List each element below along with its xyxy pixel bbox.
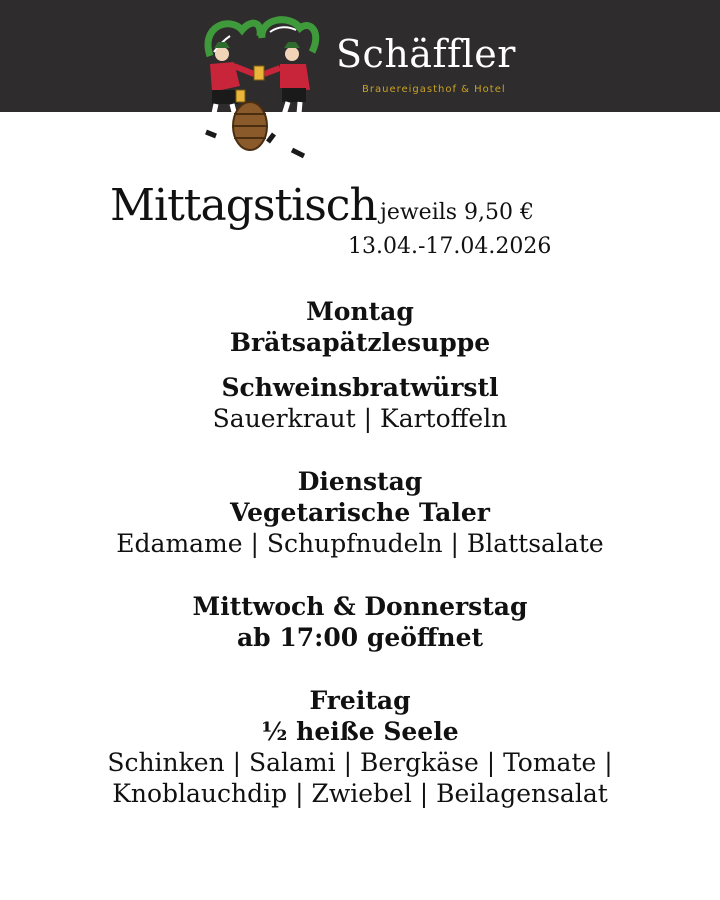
page-title: Mittagstisch xyxy=(110,180,377,231)
day-heading: Mittwoch & Donnerstag xyxy=(192,592,528,621)
brand-name: Schäffler xyxy=(336,32,516,76)
dish-name: Vegetarische Taler xyxy=(230,498,490,527)
dish-name: Brätsapätzlesuppe xyxy=(229,328,491,357)
dish-sides: Schinken | Salami | Bergkäse | Tomate | xyxy=(107,748,613,777)
dish-name: Schweinsbratwürstl xyxy=(221,373,499,402)
day-heading: Dienstag xyxy=(297,467,423,496)
dish-sides: Knoblauchdip | Zwiebel | Beilagensalat xyxy=(112,779,608,808)
dancing-coopers-logo-icon xyxy=(200,16,322,164)
dish-sides: Sauerkraut | Kartoffeln xyxy=(212,404,508,433)
dish-sides: Edamame | Schupfnudeln | Blattsalate xyxy=(116,529,604,558)
menu-section-midweek xyxy=(0,591,720,653)
lunch-menu xyxy=(0,296,720,809)
brand-subtitle: Brauereigasthof & Hotel xyxy=(362,84,506,95)
opening-note: ab 17:00 geöffnet xyxy=(236,623,484,652)
price-note: jeweils 9,50 € xyxy=(380,200,535,225)
dish-name: ½ heiße Seele xyxy=(261,717,459,746)
menu-section-monday xyxy=(0,296,720,434)
date-range: 13.04.-17.04.2026 xyxy=(348,234,552,259)
day-heading: Freitag xyxy=(309,686,411,715)
day-heading: Montag xyxy=(306,297,414,326)
menu-section-friday xyxy=(0,685,720,809)
menu-section-tuesday xyxy=(0,466,720,559)
